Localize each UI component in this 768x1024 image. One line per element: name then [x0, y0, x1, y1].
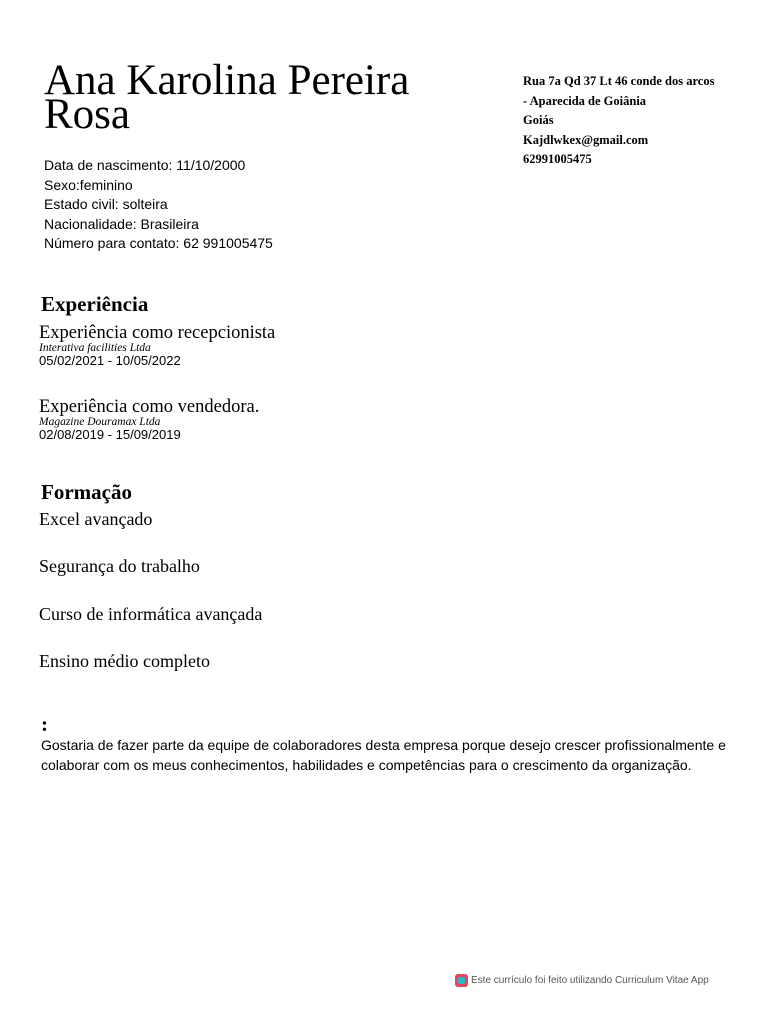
- experience-role: Experiência como vendedora.: [39, 397, 260, 417]
- sex: Sexo:feminino: [44, 176, 133, 193]
- experience-item: [39, 397, 259, 442]
- experience-company: Interativa facilities Ltda: [39, 342, 151, 354]
- contact-block: [523, 72, 738, 170]
- experience-role: Experiência como recepcionista: [39, 323, 276, 343]
- nationality: Nacionalidade: Brasileira: [44, 215, 199, 232]
- address-line-3: Goiás: [523, 113, 554, 127]
- education-item: Ensino médio completo: [39, 651, 210, 671]
- experience-dates: 05/02/2021 - 10/05/2022: [39, 353, 181, 368]
- birth-date: Data de nascimento: 11/10/2000: [44, 157, 246, 173]
- address-line-2: - Aparecida de Goiânia: [523, 93, 647, 108]
- education-heading: Formação: [41, 480, 132, 504]
- civil-status: Estado civil: solteira: [44, 196, 168, 212]
- education-item: Excel avançado: [39, 509, 153, 529]
- education-item: Curso de informática avançada: [39, 604, 263, 624]
- footer-credit: [455, 974, 709, 987]
- experience-dates: 02/08/2019 - 15/09/2019: [39, 427, 181, 442]
- personal-details: [44, 156, 273, 254]
- objective-text: Gostaria de fazer parte da equipe de colaboradores desta empresa porque desejo crescer profissionalmente e colaborar com os meus conhecimentos, habilidades e competências para o crescimento da organização.: [41, 737, 726, 773]
- footer-text: Este currículo foi feito utilizando Curriculum Vitae App: [471, 975, 709, 986]
- phone: 62991005475: [523, 152, 592, 166]
- address-line-1: Rua 7a Qd 37 Lt 46 conde dos arcos: [523, 74, 715, 88]
- candidate-name: Ana Karolina Pereira Rosa: [44, 57, 410, 138]
- experience-company: Magazine Douramax Ltda: [39, 416, 161, 428]
- email: Kajdlwkex@gmail.com: [523, 132, 649, 147]
- contact-number: Número para contato: 62 991005475: [44, 235, 273, 251]
- experience-item: [39, 323, 275, 368]
- objective-heading: :: [41, 712, 48, 736]
- experience-heading: Experiência: [41, 292, 149, 316]
- app-logo-icon: [455, 974, 468, 987]
- education-item: Segurança do trabalho: [39, 556, 200, 576]
